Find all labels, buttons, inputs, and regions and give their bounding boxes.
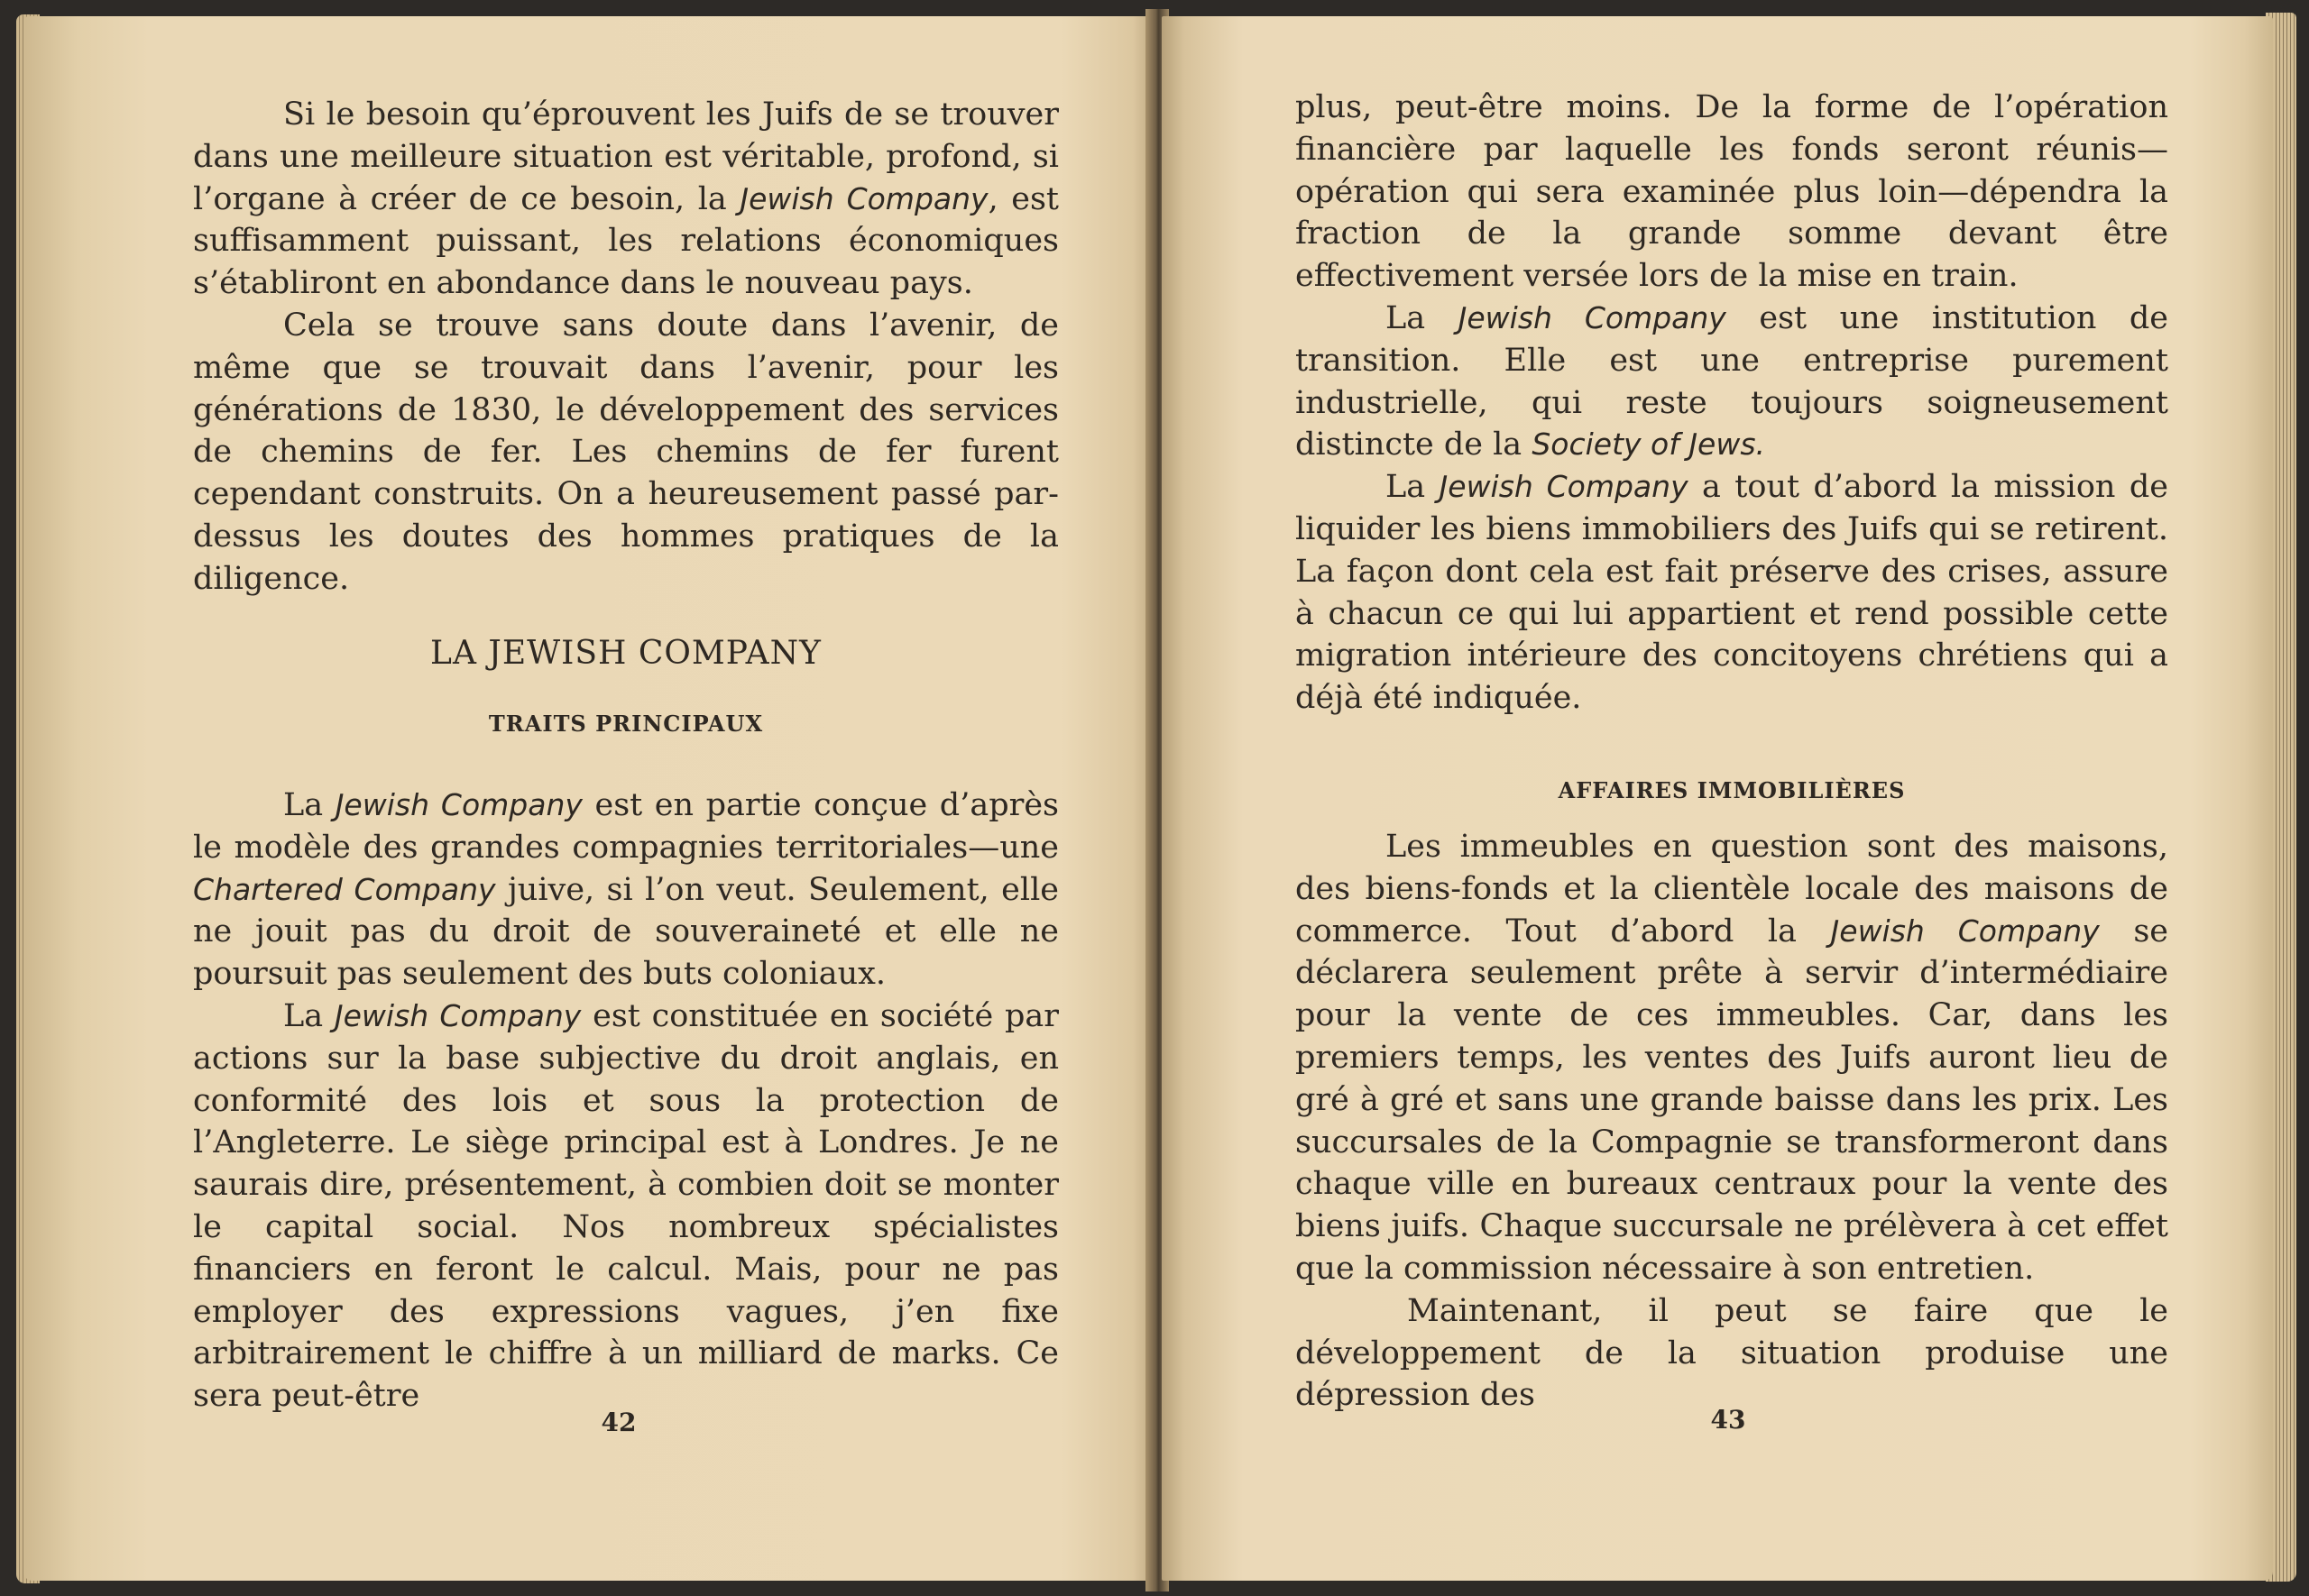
left-paragraph-4-end: est constituée en société par actions sur la base subjective du droit anglais, en conformité des lois et sous la protection de l’Angleterre. Le siège principal est à Londres. Je ne saurais dire, présentement, à combien doit se monter le capital social. Nos nombreux spécialistes financiers en feront le calcul. Mais, pour ne pas employer des expressions vagues, j’en fixe arbitrairement le chiffre à un milliard de marks. Ce sera peut-être <box>193 997 1059 1415</box>
left-paragraph-1 <box>193 94 1059 305</box>
left-paragraph-3-italic-2: Chartered Company <box>193 871 496 907</box>
left-paragraph-3-start: La <box>283 787 324 823</box>
right-paragraph-4-end: se déclarera seulement prête à servir d’intermédiaire pour la vente de ces immeubles. Car, dans les premiers temps, les ventes des Juifs auront lieu de gré à gré et sans une grande baisse dans les prix. Les succursales de la Compagnie se transformeront dans chaque ville en bureaux centraux pour la vente des biens juifs. Chaque succursale ne prélèvera à cet effet que la commission nécessaire à son entretien. <box>1295 913 2168 1287</box>
right-paragraph-5: Maintenant, il peut se faire que le développement de la situation produise une dépression des <box>1295 1292 2168 1414</box>
right-paragraph-3-start: La <box>1385 469 1426 506</box>
right-page <box>1162 16 2273 1581</box>
left-paragraph-1-text: Si le besoin qu’éprouvent les Juifs de se trouver dans une meilleure situation est véritable, profond, si l’organe à créer de ce besoin, la <box>193 96 1059 217</box>
left-text-block-top <box>193 94 1059 601</box>
section-subtitle: TRAITS PRINCIPAUX <box>488 711 764 737</box>
right-paragraph-4-start: Les immeubles en question sont des maisons, des biens-fonds et la clientèle locale des maisons de commerce. Tout d’abord la <box>1295 829 2168 949</box>
left-paragraph-4-start: La <box>283 997 324 1034</box>
right-paragraph-4-italic: Jewish Company <box>1830 913 2100 949</box>
left-text-block-bottom <box>193 784 1059 1417</box>
left-paragraph-4-italic: Jewish Company <box>334 997 582 1033</box>
right-paragraph-1: plus, peut-être moins. De la forme de l’opération financière par laquelle les fonds seront réunis—opération qui sera examinée plus loin—dépendra la fraction de la grande somme devant être effectivement versée lors de la mise en train. <box>1295 89 2168 295</box>
left-paragraph-4 <box>193 995 1059 1417</box>
right-paragraph-3-end: a tout d’abord la mission de liquider les biens immobiliers des Juifs qui se retirent. La façon dont cela est fait préserve des crises, assure à chacun ce qui lui appartient et rend possible cette migration intérieure des concitoyens chrétiens qui a déjà été indiquée. <box>1295 469 2168 717</box>
left-paragraph-3-italic: Jewish Company <box>335 787 583 822</box>
left-page-number: 42 <box>601 1408 637 1437</box>
section-title: LA JEWISH COMPANY <box>430 635 822 672</box>
left-page <box>23 16 1158 1581</box>
left-paragraph-1-end: , est suffisamment puissant, les relations économiques s’établiront en abondance dans le nouveau pays. <box>193 180 1059 302</box>
right-paragraph-3 <box>1295 466 2168 720</box>
left-paragraph-3 <box>193 784 1059 995</box>
right-page-number: 43 <box>1710 1405 1746 1435</box>
right-paragraph-2 <box>1295 298 2168 466</box>
right-paragraph-2-italic: Jewish Company <box>1458 299 1726 335</box>
right-paragraph-2-italic-2: Society of Jews. <box>1532 427 1766 463</box>
right-paragraph-2-start: La <box>1385 299 1426 336</box>
left-paragraph-3-mid: est en partie conçue d’après le modèle des grandes compagnies territoriales—une <box>193 787 1059 866</box>
left-paragraph-3-end: juive, si l’on veut. Seulement, elle ne jouit pas du droit de souveraineté et elle ne poursuit pas seulement des buts coloniaux. <box>193 871 1059 993</box>
left-paragraph-1-italic: Jewish Company <box>740 180 989 216</box>
right-paragraph-3-italic: Jewish Company <box>1439 469 1688 505</box>
right-text-block-top <box>1295 87 2168 720</box>
right-text-block-bottom <box>1295 826 2168 1417</box>
right-paragraph-2-mid: est une institution de transition. Elle est une entreprise purement industrielle, qui reste toujours soigneusement distincte de la <box>1295 299 2168 463</box>
right-section-subtitle: AFFAIRES IMMOBILIÈRES <box>1558 777 1906 803</box>
right-paragraph-4 <box>1295 826 2168 1290</box>
left-paragraph-2: Cela se trouve sans doute dans l’avenir, de même que se trouvait dans l’avenir, pour les générations de 1830, le développement des services de chemins de fer. Les chemins de fer furent cependant construits. On a heureusement passé par-dessus les doutes des hommes pratiques de la diligence. <box>193 307 1059 597</box>
